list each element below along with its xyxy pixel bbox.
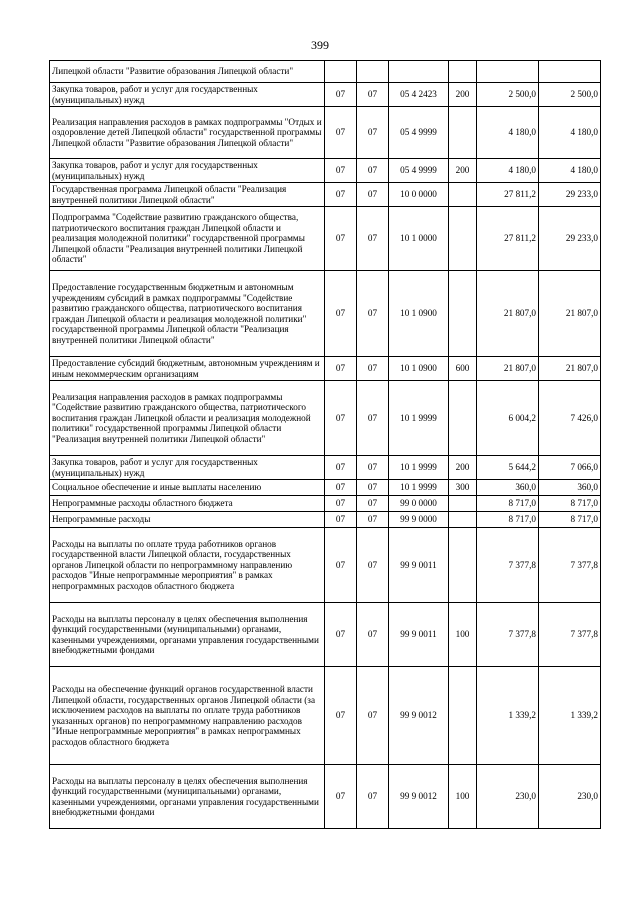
row-pr: 07 bbox=[357, 381, 389, 456]
table-row bbox=[50, 83, 601, 107]
row-csr: 99 9 0012 bbox=[389, 765, 449, 829]
row-name: Закупка товаров, работ и услуг для государственных (муниципальных) нужд bbox=[50, 83, 325, 107]
row-name: Закупка товаров, работ и услуг для государственных (муниципальных) нужд bbox=[50, 159, 325, 183]
row-vr: 200 bbox=[449, 159, 477, 183]
row-vr: 600 bbox=[449, 357, 477, 381]
row-pr: 07 bbox=[357, 480, 389, 496]
row-rz: 07 bbox=[325, 765, 357, 829]
row-vr bbox=[449, 512, 477, 528]
row-sum1 bbox=[477, 61, 539, 83]
row-sum2 bbox=[539, 61, 601, 83]
row-rz: 07 bbox=[325, 159, 357, 183]
row-rz: 07 bbox=[325, 271, 357, 357]
table-row bbox=[50, 667, 601, 765]
table-row bbox=[50, 512, 601, 528]
row-pr: 07 bbox=[357, 357, 389, 381]
row-rz: 07 bbox=[325, 107, 357, 159]
row-pr: 07 bbox=[357, 83, 389, 107]
row-name: Закупка товаров, работ и услуг для государственных (муниципальных) нужд bbox=[50, 456, 325, 480]
table-row bbox=[50, 765, 601, 829]
row-rz: 07 bbox=[325, 496, 357, 512]
row-sum1: 2 500,0 bbox=[477, 83, 539, 107]
page-number: 399 bbox=[311, 38, 329, 52]
row-pr bbox=[357, 61, 389, 83]
row-csr: 99 9 0000 bbox=[389, 512, 449, 528]
row-sum1: 21 807,0 bbox=[477, 357, 539, 381]
row-pr: 07 bbox=[357, 512, 389, 528]
row-pr: 07 bbox=[357, 271, 389, 357]
row-sum1: 7 377,8 bbox=[477, 603, 539, 667]
table-row bbox=[50, 159, 601, 183]
row-sum1: 21 807,0 bbox=[477, 271, 539, 357]
row-name: Подпрограмма "Содействие развитию гражданского общества, патриотического воспитания граждан Липецкой области и реализация молодежной политики" государственной программы Липецкой области "Реализация внутренней политики Липецкой области" bbox=[50, 207, 325, 271]
row-sum1: 360,0 bbox=[477, 480, 539, 496]
row-vr: 100 bbox=[449, 603, 477, 667]
row-vr bbox=[449, 61, 477, 83]
row-csr: 99 0 0000 bbox=[389, 496, 449, 512]
row-name: Расходы на обеспечение функций органов государственной власти Липецкой области, государственных органов Липецкой области (за исключением расходов на выплаты по оплате труда работников указанных органов) по непрограммному направлению расходов "Иные непрограммные мероприятия" в рамках непрограммных расходов областного бюджета bbox=[50, 667, 325, 765]
row-csr: 10 1 0000 bbox=[389, 207, 449, 271]
table-row bbox=[50, 528, 601, 603]
row-name: Расходы на выплаты по оплате труда работников органов государственной власти Липецкой области, государственных органов Липецкой области по непрограммному направлению расходов "Иные непрограммные мероприятия" в рамках непрограммных расходов областного бюджета bbox=[50, 528, 325, 603]
row-vr bbox=[449, 667, 477, 765]
row-name: Предоставление государственным бюджетным и автономным учреждениям субсидий в рамках подпрограммы "Содействие развитию гражданского общества, патриотического воспитания граждан Липецкой области и реализация молодежной политики" государственной программы Липецкой области "Реализация внутренней политики Липецкой области" bbox=[50, 271, 325, 357]
row-sum2: 1 339,2 bbox=[539, 667, 601, 765]
row-pr: 07 bbox=[357, 603, 389, 667]
table-row bbox=[50, 480, 601, 496]
row-csr: 10 1 9999 bbox=[389, 480, 449, 496]
row-sum2: 29 233,0 bbox=[539, 183, 601, 207]
row-sum2: 4 180,0 bbox=[539, 107, 601, 159]
table-row bbox=[50, 207, 601, 271]
row-sum2: 7 066,0 bbox=[539, 456, 601, 480]
row-csr: 05 4 9999 bbox=[389, 159, 449, 183]
row-name: Реализация направления расходов в рамках подпрограммы "Содействие развитию гражданского общества, патриотического воспитания граждан Липецкой области и реализация молодежной политики" государственной программы Липецкой области "Реализация внутренней политики Липецкой области" bbox=[50, 381, 325, 456]
row-vr bbox=[449, 496, 477, 512]
row-name: Предоставление субсидий бюджетным, автономным учреждениям и иным некоммерческим организациям bbox=[50, 357, 325, 381]
row-vr bbox=[449, 271, 477, 357]
row-pr: 07 bbox=[357, 207, 389, 271]
row-vr: 200 bbox=[449, 456, 477, 480]
row-name: Социальное обеспечение и иные выплаты населению bbox=[50, 480, 325, 496]
row-rz: 07 bbox=[325, 183, 357, 207]
row-vr bbox=[449, 528, 477, 603]
row-csr: 10 1 9999 bbox=[389, 456, 449, 480]
row-sum2: 360,0 bbox=[539, 480, 601, 496]
row-csr: 99 9 0011 bbox=[389, 603, 449, 667]
row-csr: 05 4 2423 bbox=[389, 83, 449, 107]
row-sum1: 7 377,8 bbox=[477, 528, 539, 603]
row-sum2: 7 377,8 bbox=[539, 603, 601, 667]
table-row bbox=[50, 183, 601, 207]
row-rz: 07 bbox=[325, 528, 357, 603]
row-sum1: 5 644,2 bbox=[477, 456, 539, 480]
row-csr bbox=[389, 61, 449, 83]
table-row bbox=[50, 61, 601, 83]
budget-table bbox=[49, 60, 601, 829]
row-rz: 07 bbox=[325, 83, 357, 107]
row-rz: 07 bbox=[325, 667, 357, 765]
row-vr bbox=[449, 381, 477, 456]
row-sum1: 4 180,0 bbox=[477, 107, 539, 159]
table-row bbox=[50, 603, 601, 667]
table-row bbox=[50, 496, 601, 512]
row-rz bbox=[325, 61, 357, 83]
row-sum1: 230,0 bbox=[477, 765, 539, 829]
row-rz: 07 bbox=[325, 456, 357, 480]
row-sum1: 8 717,0 bbox=[477, 512, 539, 528]
row-name: Расходы на выплаты персоналу в целях обеспечения выполнения функций государственными (муниципальными) органами, казенными учреждениями, органами управления государственными внебюджетными фондами bbox=[50, 603, 325, 667]
row-name: Государственная программа Липецкой области "Реализация внутренней политики Липецкой области" bbox=[50, 183, 325, 207]
row-sum2: 21 807,0 bbox=[539, 357, 601, 381]
row-pr: 07 bbox=[357, 496, 389, 512]
row-sum2: 4 180,0 bbox=[539, 159, 601, 183]
row-name: Реализация направления расходов в рамках подпрограммы "Отдых и оздоровление детей Липецкой области" государственной программы Липецкой области "Развитие образования Липецкой области" bbox=[50, 107, 325, 159]
row-sum2: 29 233,0 bbox=[539, 207, 601, 271]
row-csr: 05 4 9999 bbox=[389, 107, 449, 159]
row-sum2: 2 500,0 bbox=[539, 83, 601, 107]
row-csr: 99 9 0011 bbox=[389, 528, 449, 603]
row-pr: 07 bbox=[357, 765, 389, 829]
row-sum2: 230,0 bbox=[539, 765, 601, 829]
row-csr: 10 1 9999 bbox=[389, 381, 449, 456]
row-sum2: 7 426,0 bbox=[539, 381, 601, 456]
row-csr: 10 1 0900 bbox=[389, 271, 449, 357]
row-pr: 07 bbox=[357, 528, 389, 603]
row-vr bbox=[449, 107, 477, 159]
row-name: Непрограммные расходы областного бюджета bbox=[50, 496, 325, 512]
row-name: Непрограммные расходы bbox=[50, 512, 325, 528]
row-rz: 07 bbox=[325, 480, 357, 496]
row-pr: 07 bbox=[357, 159, 389, 183]
row-rz: 07 bbox=[325, 381, 357, 456]
row-sum2: 8 717,0 bbox=[539, 512, 601, 528]
row-sum1: 27 811,2 bbox=[477, 183, 539, 207]
row-vr: 100 bbox=[449, 765, 477, 829]
row-vr bbox=[449, 183, 477, 207]
row-name: Липецкой области "Развитие образования Липецкой области" bbox=[50, 61, 325, 83]
row-pr: 07 bbox=[357, 456, 389, 480]
row-sum1: 1 339,2 bbox=[477, 667, 539, 765]
row-pr: 07 bbox=[357, 107, 389, 159]
row-rz: 07 bbox=[325, 603, 357, 667]
row-vr bbox=[449, 207, 477, 271]
row-vr: 200 bbox=[449, 83, 477, 107]
row-sum1: 4 180,0 bbox=[477, 159, 539, 183]
table-row bbox=[50, 456, 601, 480]
row-csr: 10 1 0900 bbox=[389, 357, 449, 381]
row-sum2: 8 717,0 bbox=[539, 496, 601, 512]
row-rz: 07 bbox=[325, 357, 357, 381]
row-sum1: 6 004,2 bbox=[477, 381, 539, 456]
row-csr: 99 9 0012 bbox=[389, 667, 449, 765]
row-sum1: 8 717,0 bbox=[477, 496, 539, 512]
row-csr: 10 0 0000 bbox=[389, 183, 449, 207]
row-rz: 07 bbox=[325, 207, 357, 271]
table-row bbox=[50, 357, 601, 381]
table-row bbox=[50, 271, 601, 357]
row-rz: 07 bbox=[325, 512, 357, 528]
row-sum2: 21 807,0 bbox=[539, 271, 601, 357]
row-sum1: 27 811,2 bbox=[477, 207, 539, 271]
row-name: Расходы на выплаты персоналу в целях обеспечения выполнения функций государственными (муниципальными) органами, казенными учреждениями, органами управления государственными внебюджетными фондами bbox=[50, 765, 325, 829]
row-sum2: 7 377,8 bbox=[539, 528, 601, 603]
row-vr: 300 bbox=[449, 480, 477, 496]
table-row bbox=[50, 381, 601, 456]
row-pr: 07 bbox=[357, 183, 389, 207]
table-row bbox=[50, 107, 601, 159]
row-pr: 07 bbox=[357, 667, 389, 765]
